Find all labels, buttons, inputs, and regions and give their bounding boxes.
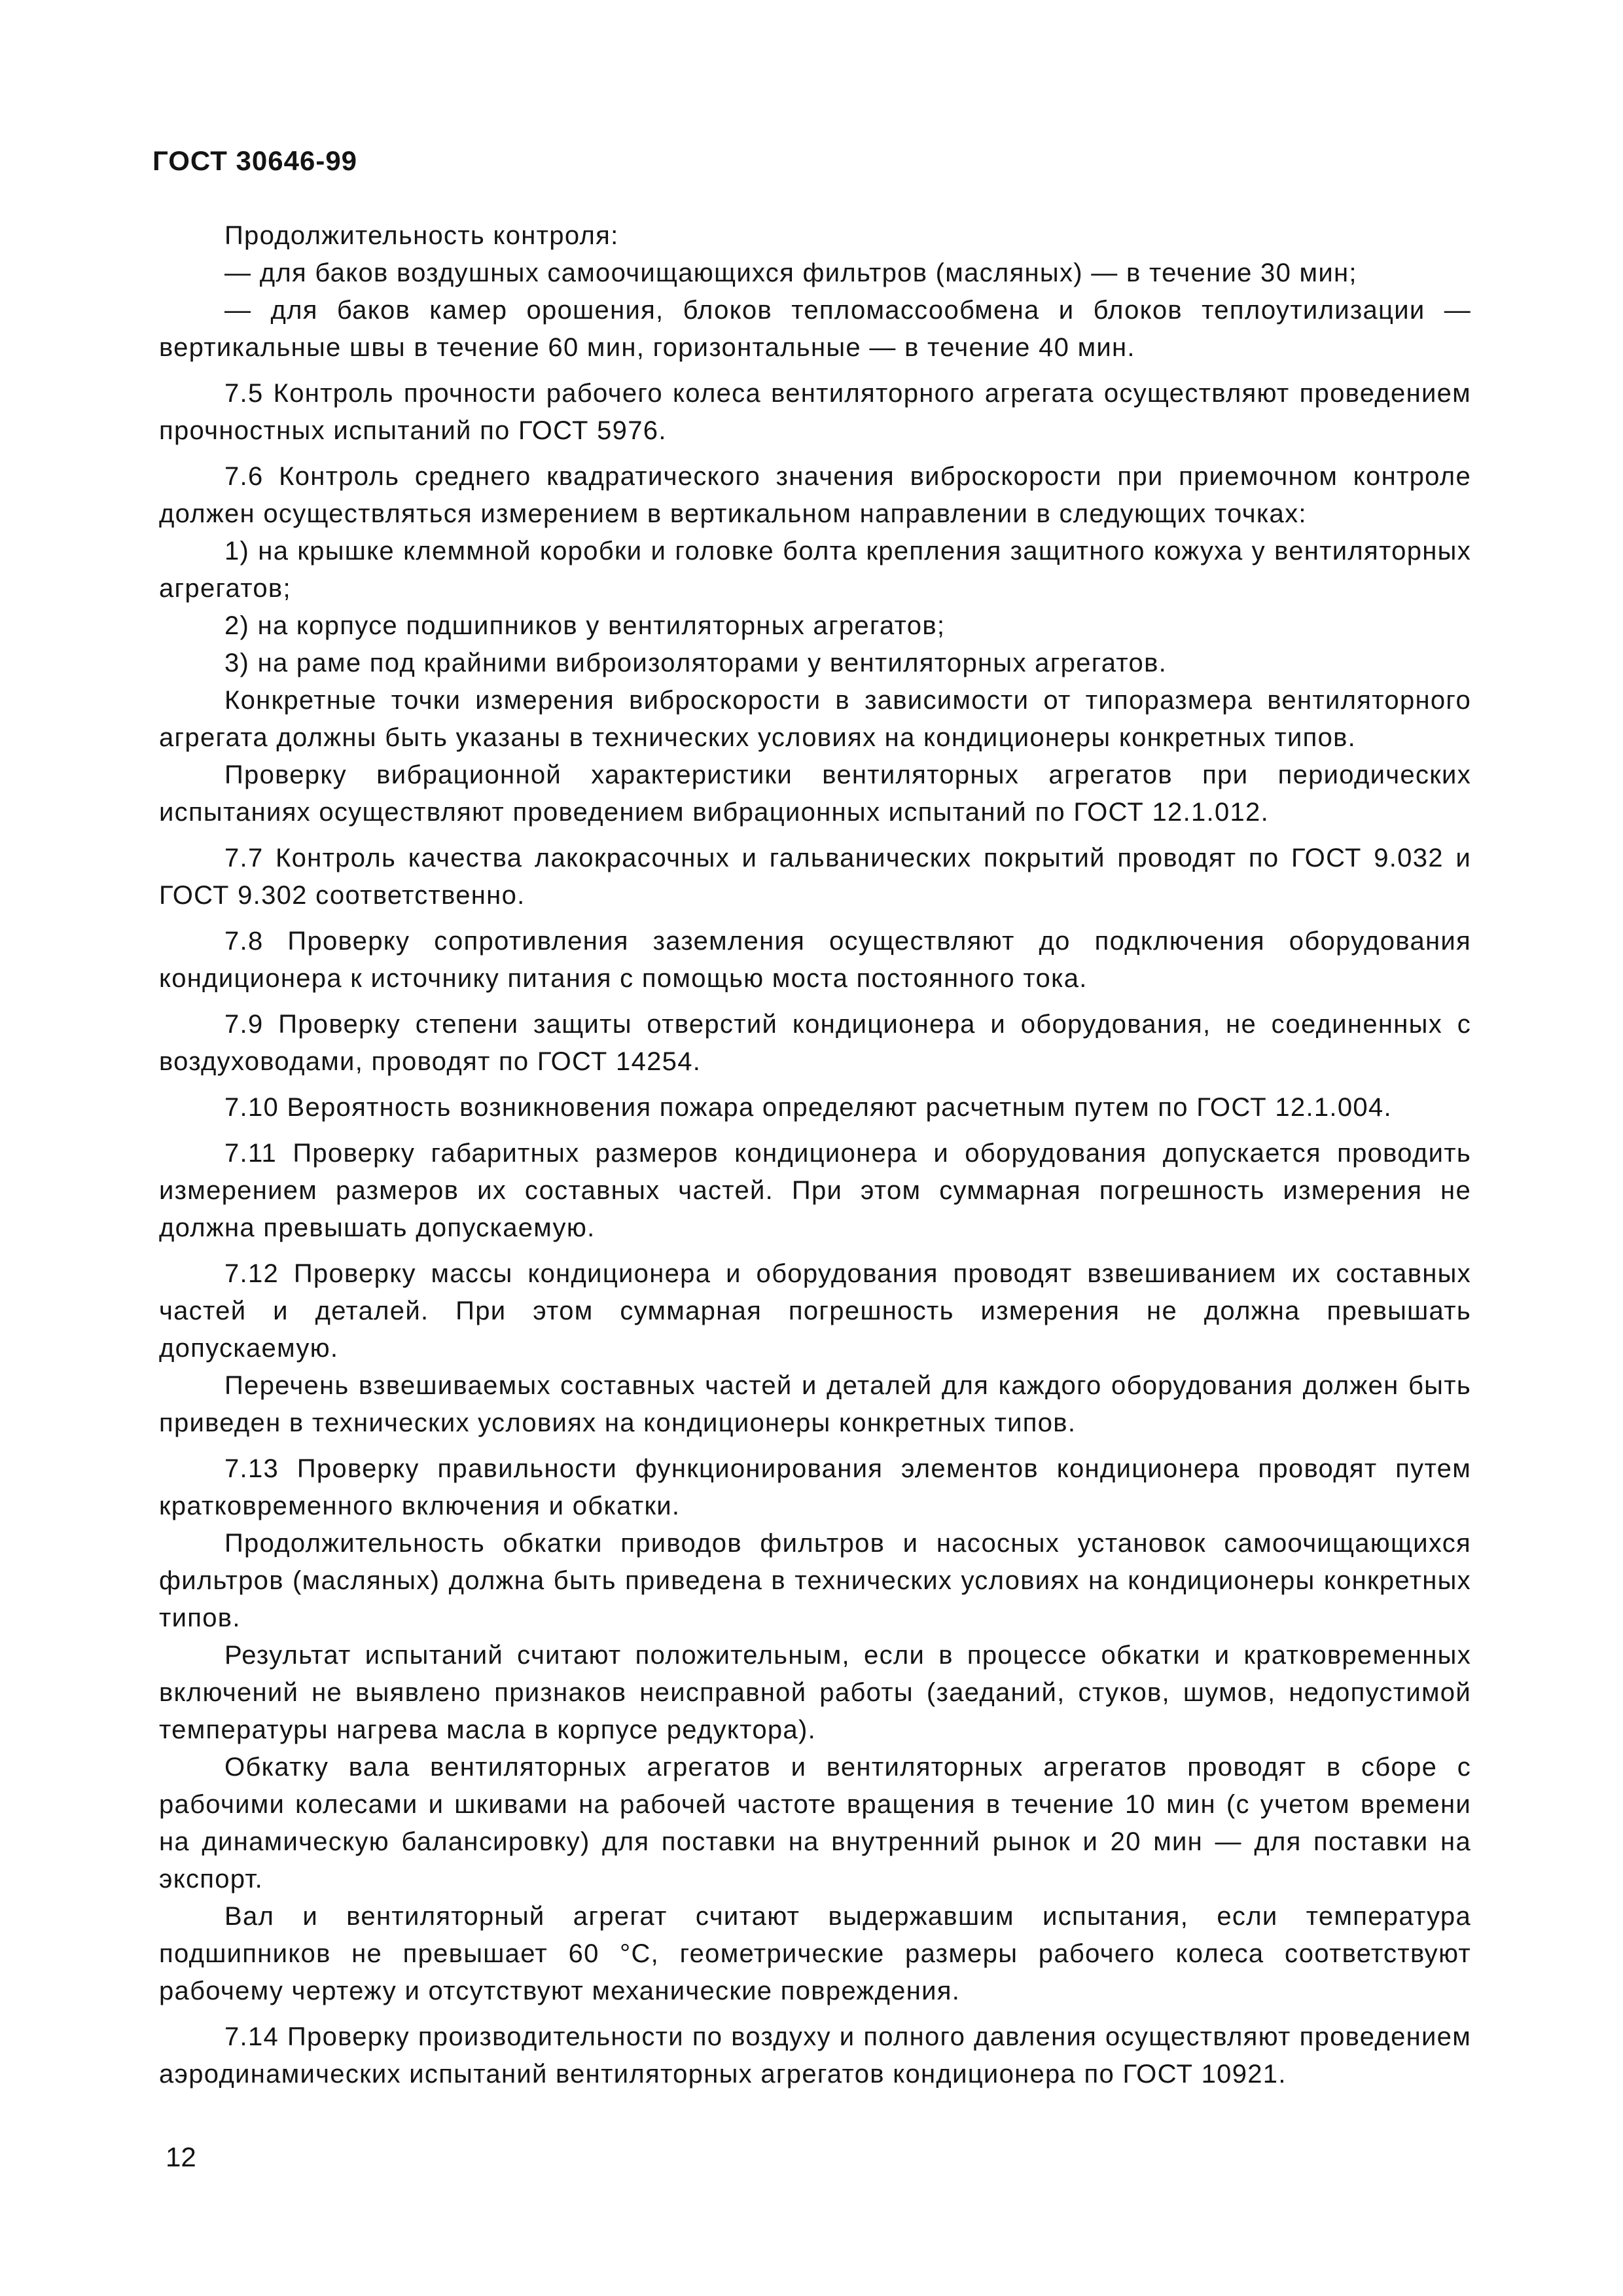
section-7-11 <box>159 1135 1471 1247</box>
section-control-duration <box>159 217 1471 367</box>
section-7-14 <box>159 2018 1471 2093</box>
paragraph: 7.5 Контроль прочности рабочего колеса вентиляторного агрегата осуществляют проведением прочностных испытаний по ГОСТ 5976. <box>159 379 1471 445</box>
paragraph: 7.11 Проверку габаритных размеров кондиционера и оборудования допускается проводить измерением размеров их составных частей. При этом суммарная погрешность измерения не должна превышать допускаемую. <box>159 1139 1471 1242</box>
section-7-9 <box>159 1006 1471 1081</box>
paragraph: Обкатку вала вентиляторных агрегатов и вентиляторных агрегатов проводят в сборе с рабочими колесами и шкивами на рабочей частоте вращения в течение 10 мин (с учетом времени на динамическую балансировку) для поставки на внутренний рынок и 20 мин — для поставки на экспорт. <box>159 1753 1471 1893</box>
paragraph: 1) на крышке клеммной коробки и головке болта крепления защитного кожуха у вентиляторных агрегатов; <box>159 537 1471 603</box>
document-code-header: ГОСТ 30646-99 <box>152 145 358 176</box>
paragraph: 7.14 Проверку производительности по воздуху и полного давления осуществляют проведением аэродинамических испытаний вентиляторных агрегатов кондиционера по ГОСТ 10921. <box>159 2022 1471 2089</box>
section-7-7 <box>159 840 1471 914</box>
section-7-12 <box>159 1255 1471 1442</box>
section-7-8 <box>159 923 1471 997</box>
paragraph: 7.6 Контроль среднего квадратического значения виброскорости при приемочном контроле должен осуществляться измерением в вертикальном направлении в следующих точках: <box>159 462 1471 528</box>
paragraph: — для баков камер орошения, блоков тепломассообмена и блоков теплоутилизации — вертикальные швы в течение 60 мин, горизонтальные — в течение 40 мин. <box>159 296 1471 362</box>
paragraph: — для баков воздушных самоочищающихся фильтров (масляных) — в течение 30 мин; <box>224 259 1357 287</box>
paragraph: 7.7 Контроль качества лакокрасочных и гальванических покрытий проводят по ГОСТ 9.032 и ГОСТ 9.302 соответственно. <box>159 844 1471 910</box>
paragraph: 3) на раме под крайними виброизоляторами у вентиляторных агрегатов. <box>224 649 1168 677</box>
paragraph: 7.13 Проверку правильности функционирования элементов кондиционера проводят путем кратковременного включения и обкатки. <box>159 1454 1471 1520</box>
paragraph: 7.8 Проверку сопротивления заземления осуществляют до подключения оборудования кондиционера к источнику питания с помощью моста постоянного тока. <box>159 927 1471 993</box>
paragraph: 7.12 Проверку массы кондиционера и оборудования проводят взвешиванием их составных частей и деталей. При этом суммарная погрешность измерения не должна превышать допускаемую. <box>159 1259 1471 1363</box>
paragraph: Результат испытаний считают положительным, если в процессе обкатки и кратковременных включений не выявлено признаков неисправной работы (заеданий, стуков, шумов, недопустимой температуры нагрева масла в корпусе редуктора). <box>159 1641 1471 1744</box>
section-7-5 <box>159 375 1471 450</box>
paragraph: Проверку вибрационной характеристики вентиляторных агрегатов при периодических испытаниях осуществляют проведением вибрационных испытаний по ГОСТ 12.1.012. <box>159 761 1471 827</box>
paragraph: Вал и вентиляторный агрегат считают выдержавшим испытания, если температура подшипников не превышает 60 °С, геометрические размеры рабочего колеса соответствуют рабочему чертежу и отсутствуют механические повреждения. <box>159 1902 1471 2005</box>
paragraph: 7.10 Вероятность возникновения пожара определяют расчетным путем по ГОСТ 12.1.004. <box>224 1093 1392 1122</box>
section-7-6 <box>159 458 1471 831</box>
document-body <box>159 217 1471 2102</box>
page-number: 12 <box>166 2142 196 2172</box>
section-7-13 <box>159 1450 1471 2010</box>
paragraph: 7.9 Проверку степени защиты отверстий кондиционера и оборудования, не соединенных с воздуховодами, проводят по ГОСТ 14254. <box>159 1010 1471 1076</box>
paragraph: 2) на корпусе подшипников у вентиляторных агрегатов; <box>224 611 946 640</box>
paragraph: Перечень взвешиваемых составных частей и деталей для каждого оборудования должен быть приведен в технических условиях на кондиционеры конкретных типов. <box>159 1371 1471 1437</box>
paragraph: Продолжительность контроля: <box>224 221 619 250</box>
paragraph: Конкретные точки измерения виброскорости в зависимости от типоразмера вентиляторного агрегата должны быть указаны в технических условиях на кондиционеры конкретных типов. <box>159 686 1471 752</box>
paragraph: Продолжительность обкатки приводов фильтров и насосных установок самоочищающихся фильтров (масляных) должна быть приведена в технических условиях на кондиционеры конкретных типов. <box>159 1529 1471 1632</box>
section-7-10 <box>159 1089 1471 1126</box>
